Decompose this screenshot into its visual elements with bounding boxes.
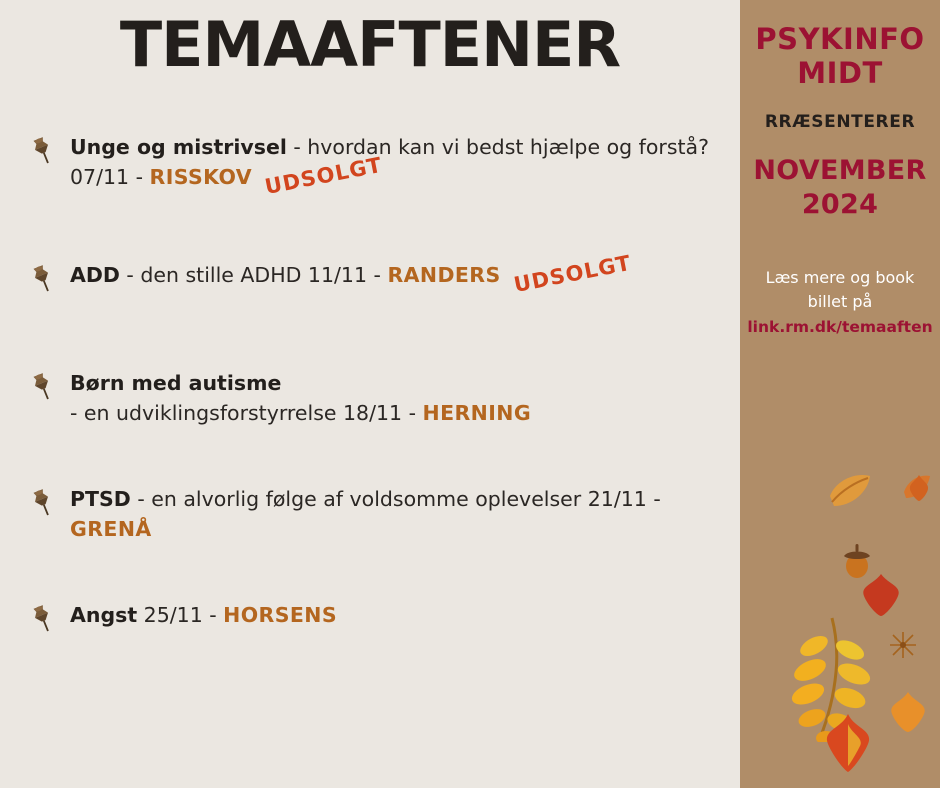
event-city: HERNING (422, 401, 532, 425)
presents-label: RRÆSENTERER (764, 112, 916, 132)
list-item (26, 600, 726, 652)
event-title: PTSD (70, 487, 131, 511)
event-text (70, 484, 726, 544)
event-city: GRENÅ (70, 517, 152, 541)
list-item (26, 250, 726, 312)
event-text (70, 600, 726, 630)
pushpin-icon (26, 486, 60, 520)
event-title: Angst (70, 603, 138, 627)
list-item (26, 368, 726, 428)
year: 2024 (801, 189, 879, 220)
pushpin-icon (26, 370, 60, 404)
event-desc: - den stille ADHD 11/11 - (119, 263, 388, 287)
booking-info (740, 266, 940, 314)
brand-logo (740, 22, 940, 90)
leaf-icon (906, 474, 932, 502)
event-desc: - en alvorlig følge af voldsomme oplevelser 21/11 - (130, 487, 661, 511)
event-text (70, 368, 726, 428)
pushpin-icon (26, 262, 60, 296)
seedpod-icon (888, 630, 918, 660)
event-desc: - en udviklingsforstyrrelse 18/11 - (70, 401, 423, 425)
event-title: Unge og mistrivsel (70, 135, 287, 159)
sidebar (740, 0, 940, 788)
month-name: NOVEMBER (753, 155, 927, 186)
event-title: ADD (70, 263, 120, 287)
booking-link[interactable]: link.rm.dk/temaaften (747, 318, 933, 336)
leaf-icon (818, 712, 878, 774)
pushpin-icon (26, 134, 60, 168)
event-city: RANDERS (387, 263, 501, 287)
booking-line-2: billet på (807, 292, 873, 311)
event-title: Børn med autisme (70, 371, 282, 395)
event-city: HORSENS (223, 603, 338, 627)
event-desc: - hvordan kan vi bedst hjælpe og forstå? 07/11 - (70, 135, 709, 189)
booking-line-1: Læs mere og book (765, 268, 915, 287)
event-list (26, 132, 726, 702)
leaf-icon (886, 690, 930, 734)
event-text (70, 132, 726, 200)
status-badge: UDSOLGT (511, 250, 633, 298)
list-item (26, 484, 726, 544)
list-item (26, 132, 726, 200)
page-title: TEMAAFTENER (119, 8, 621, 81)
leaf-icon (822, 466, 878, 512)
pushpin-icon (26, 602, 60, 636)
event-desc: 25/11 - (137, 603, 224, 627)
status-badge: UDSOLGT (262, 152, 385, 200)
brand-line-2: MIDT (797, 56, 883, 90)
brand-line-1: PSYKINFO (755, 22, 925, 56)
event-city: RISSKOV (149, 165, 253, 189)
month-heading (740, 154, 940, 222)
event-text (70, 250, 726, 298)
